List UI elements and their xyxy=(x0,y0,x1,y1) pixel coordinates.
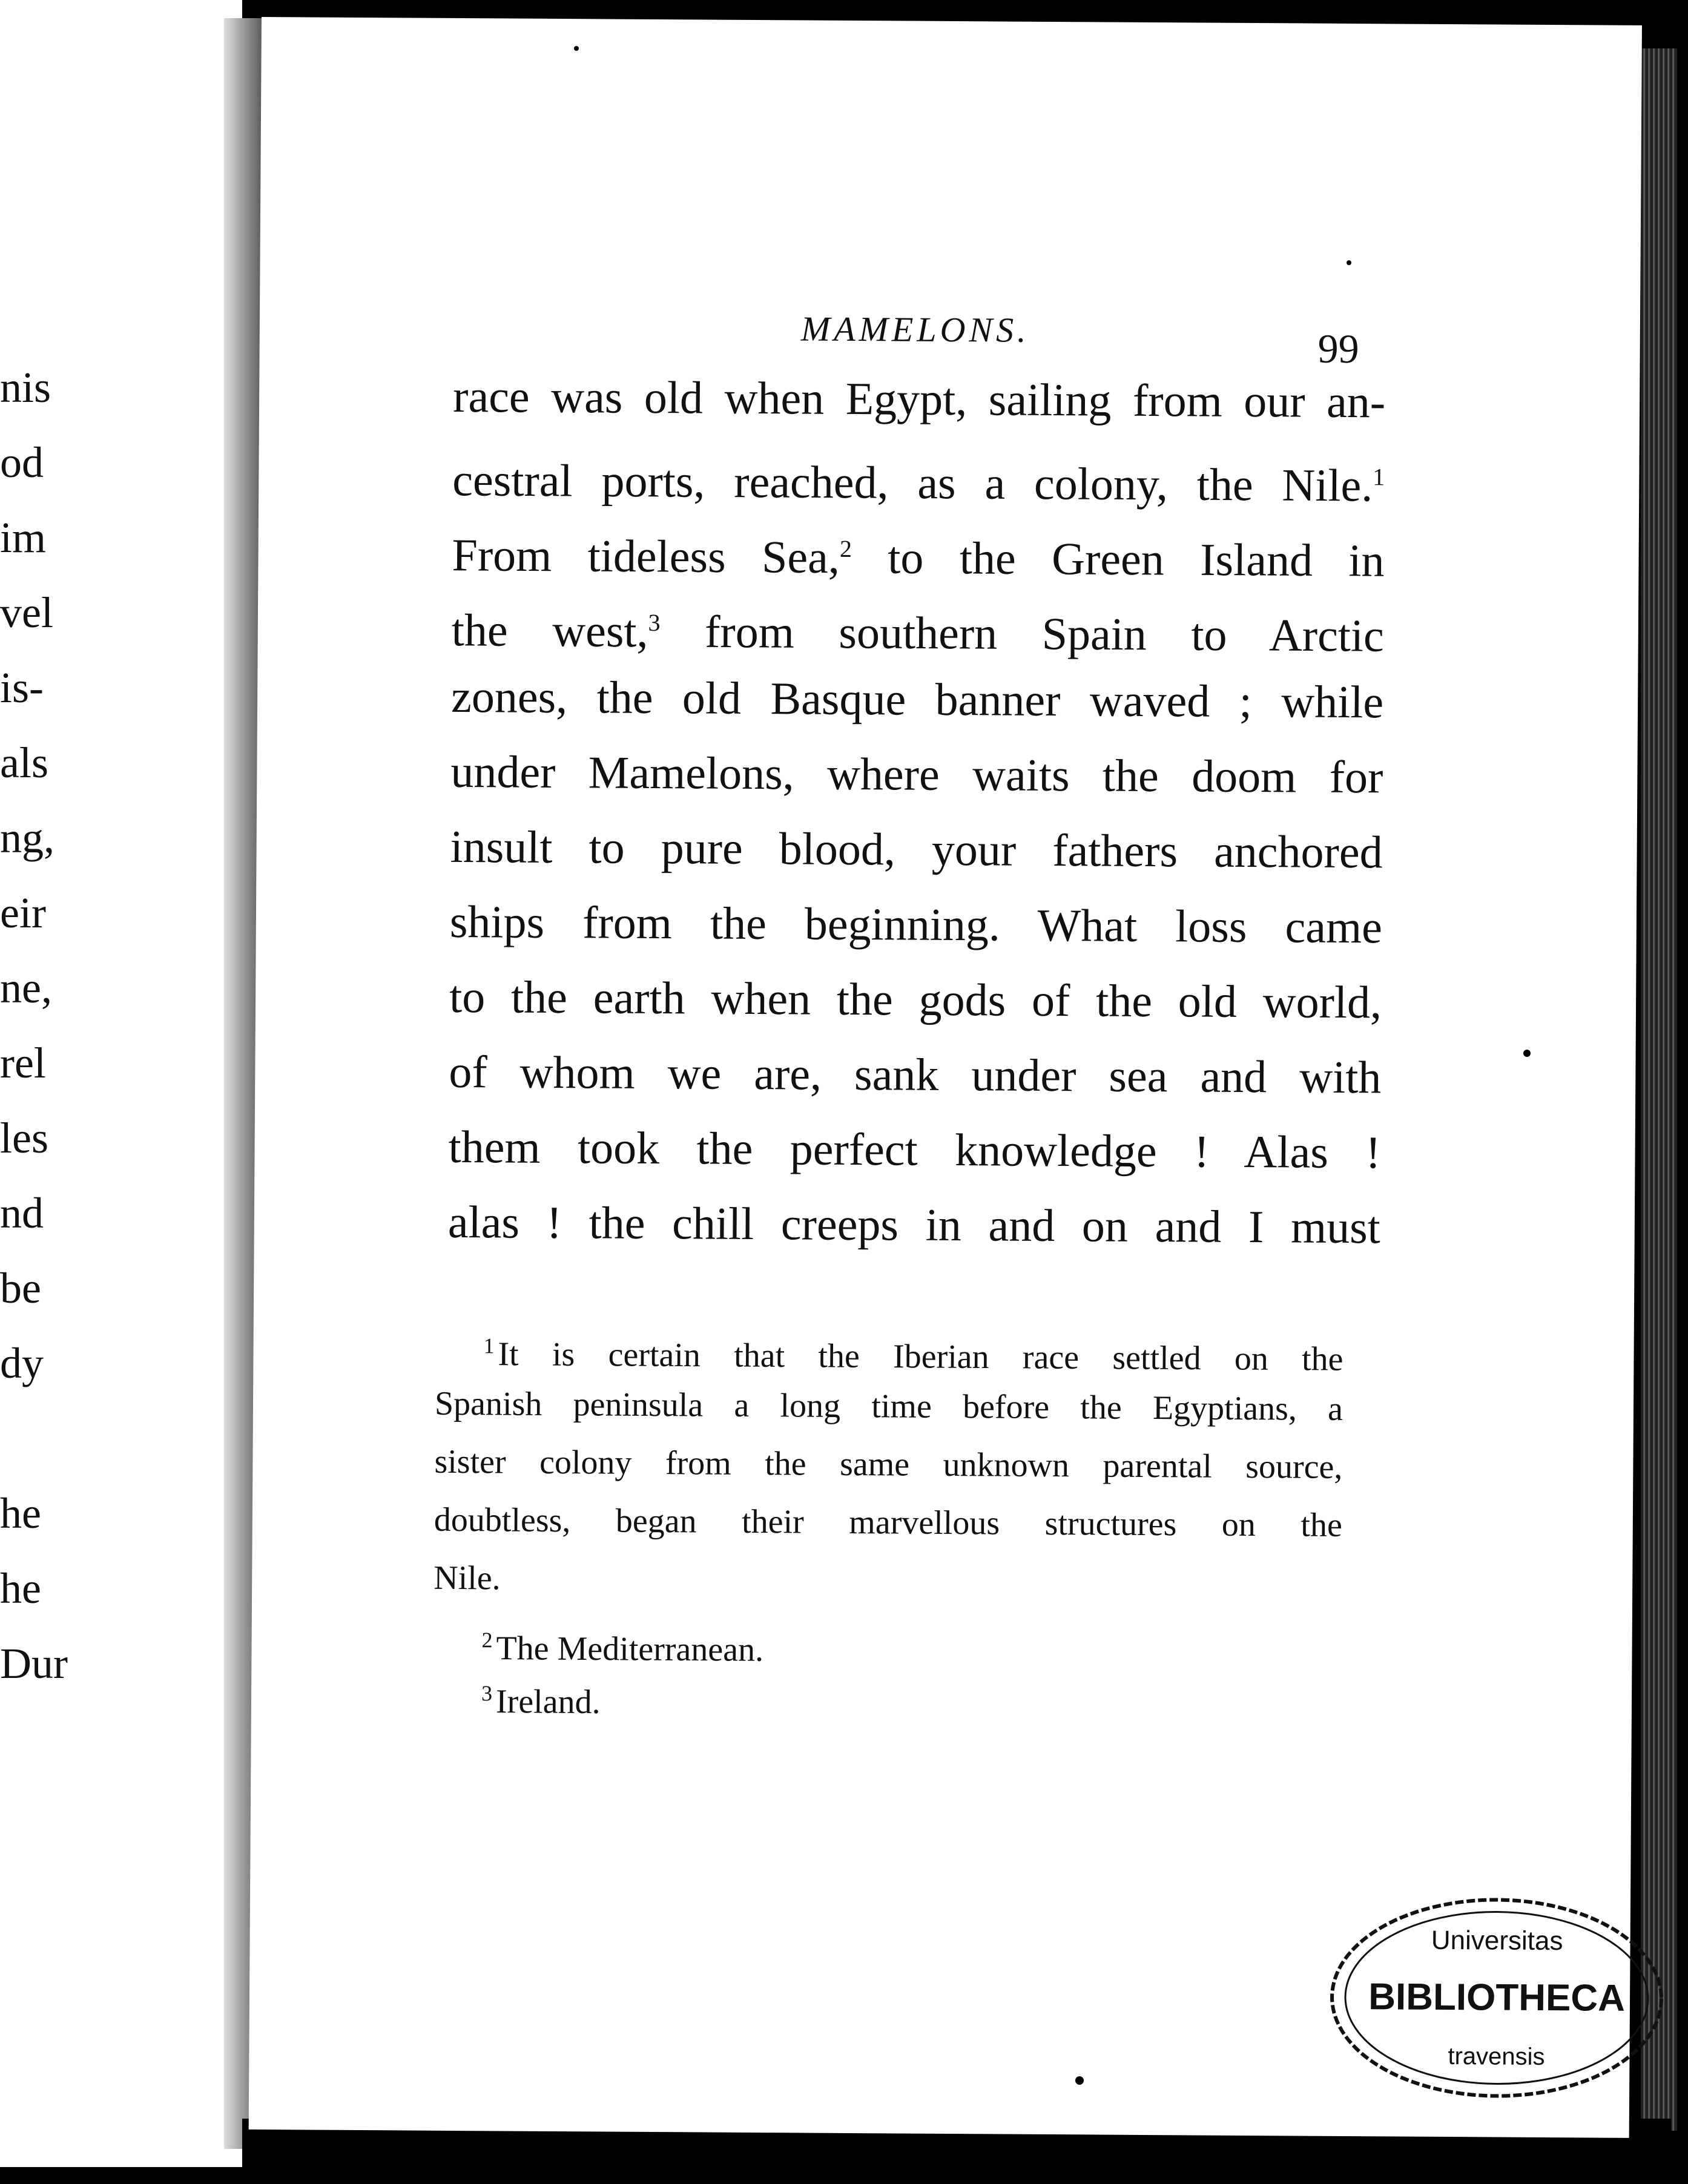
body-line-text: the west, xyxy=(451,605,648,657)
body-line xyxy=(452,444,1385,513)
footnote-ref: 1 xyxy=(1373,463,1385,491)
body-line: to the earth when the gods of the old world, xyxy=(449,971,1382,1028)
scan-speck xyxy=(574,46,579,51)
left-fragment: ng, xyxy=(0,814,54,862)
footnote-3 xyxy=(433,1673,1341,1727)
running-head: MAMELONS. xyxy=(800,309,1030,350)
body-line: under Mamelons, where waits the doom for xyxy=(450,746,1383,803)
footnotes xyxy=(434,1326,1343,1722)
footnote-1-line: sister colony from the same unknown parental source, xyxy=(434,1442,1343,1486)
left-fragment: he xyxy=(0,1489,41,1538)
left-fragment: les xyxy=(0,1114,48,1162)
body-line: zones, the old Basque banner waved ; while xyxy=(450,671,1384,728)
body-line: alas ! the chill creeps in and on and I must xyxy=(447,1196,1381,1254)
body-line-text: from southern Spain to Arctic xyxy=(660,606,1385,662)
left-fragment: Dur xyxy=(0,1639,68,1688)
body-line: insult to pure blood, your fathers anchored xyxy=(450,821,1383,878)
left-fragment: nis xyxy=(0,363,51,412)
footnote-2 xyxy=(433,1620,1341,1674)
body-line xyxy=(452,519,1385,588)
footnote-1-line: Nile. xyxy=(434,1559,501,1597)
left-fragment: rel xyxy=(0,1039,46,1087)
left-page xyxy=(0,0,242,2167)
footnote-marker: 3 xyxy=(481,1681,493,1706)
scan-speck xyxy=(1523,1050,1531,1057)
footnote-1-line: doubtless, began their marvellous structures on the xyxy=(434,1501,1343,1544)
footnote-ref: 3 xyxy=(648,608,661,637)
left-fragment: dy xyxy=(0,1339,44,1387)
left-fragment: als xyxy=(0,738,48,787)
scan-speck xyxy=(1347,260,1351,265)
footnote-ref: 2 xyxy=(839,534,852,562)
stamp-bottom-text: travensis xyxy=(1448,2043,1545,2071)
footnote-text: The Mediterranean. xyxy=(496,1630,764,1669)
body-line-text: From tideless Sea, xyxy=(452,530,840,584)
left-fragment: is- xyxy=(0,663,44,712)
body-line: them took the perfect knowledge ! Alas ! xyxy=(448,1121,1381,1179)
page-edge xyxy=(1641,48,1677,2131)
page-number: 99 xyxy=(1317,325,1359,372)
left-fragment: od xyxy=(0,438,44,487)
library-stamp xyxy=(1320,1888,1673,2108)
body-line xyxy=(452,594,1385,663)
left-fragment: nd xyxy=(0,1189,44,1237)
right-page xyxy=(249,17,1642,2138)
left-fragment: he xyxy=(0,1564,41,1613)
left-fragment: eir xyxy=(0,889,46,937)
stamp-top-text: Universitas xyxy=(1431,1925,1563,1956)
body-line: of whom we are, sank under sea and with xyxy=(449,1046,1382,1104)
scan-speck xyxy=(1075,2076,1084,2085)
left-fragment: vel xyxy=(0,588,53,637)
body-line: race was old when Egypt, sailing from our an- xyxy=(452,370,1386,428)
left-fragment: im xyxy=(0,513,47,562)
footnote-marker: 2 xyxy=(481,1628,493,1653)
body-text xyxy=(447,369,1386,1254)
footnote-1-line xyxy=(435,1326,1343,1380)
body-line-text: cestral ports, reached, as a colony, the Nile. xyxy=(452,455,1373,511)
left-fragment: be xyxy=(0,1264,41,1312)
footnote-marker: 1 xyxy=(483,1334,495,1358)
footnote-1-line: Spanish peninsula a long time before the Egyptians, a xyxy=(434,1384,1343,1428)
body-line-text: to the Green Island in xyxy=(851,532,1385,587)
footnote-text: It is certain that the Iberian race settled on the xyxy=(498,1335,1343,1378)
footnote-text: Ireland. xyxy=(495,1683,601,1722)
left-fragment: ne, xyxy=(0,964,52,1012)
stamp-middle-text: BIBLIOTHECA xyxy=(1368,1976,1626,2019)
body-line: ships from the beginning. What loss came xyxy=(449,896,1383,953)
